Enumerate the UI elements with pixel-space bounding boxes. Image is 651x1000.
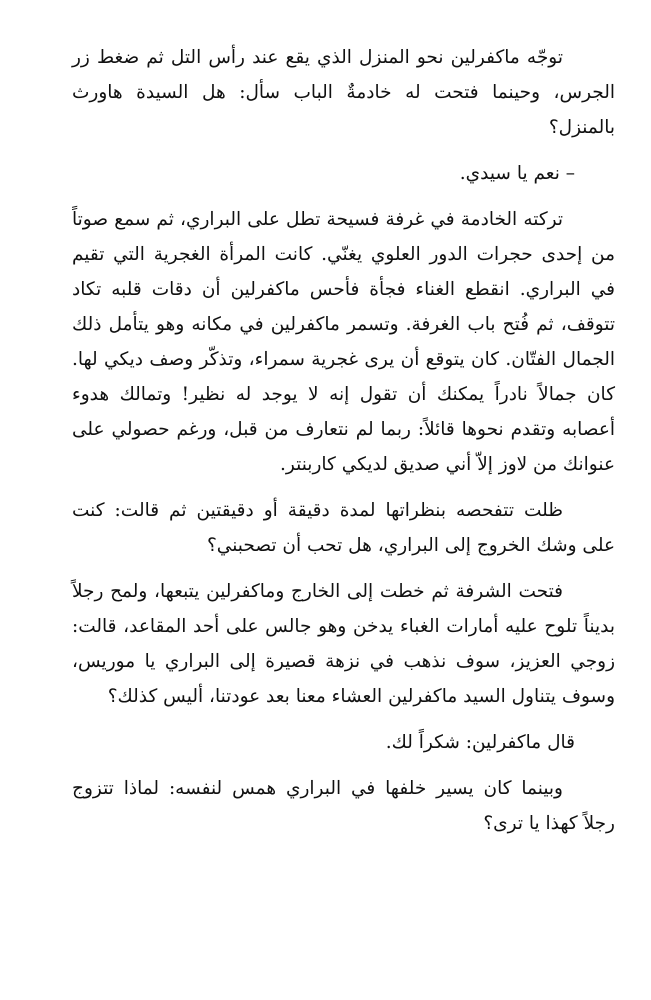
paragraph-invitation: ظلت تتفحصه بنظراتها لمدة دقيقة أو دقيقتين ثم قالت: كنت على وشك الخروج إلى البراري، هل تحب أن تصحبني؟ bbox=[72, 500, 615, 556]
paragraph-arrival: توجّه ماكفرلين نحو المنزل الذي يقع عند رأس التل ثم ضغط زر الجرس، وحينما فتحت له خادمةٌ الباب سأل: هل السيدة هاورث بالمنزل؟ bbox=[72, 47, 615, 138]
book-page bbox=[72, 40, 615, 852]
paragraph-gypsy-woman: تركته الخادمة في غرفة فسيحة تطل على البراري، ثم سمع صوتاً من إحدى حجرات الدور العلوي يغنّي. كانت المرأة الغجرية التي تقيم في البراري. انقطع الغناء فجأة فأحس ماكفرلين أن دقات قلبه تكاد تتوقف، ثم فُتح باب الغرفة. وتسمر ماكفرلين في مكانه وهو يتأمل ذلك الجمال الفتّان. كان يتوقع أن يرى غجرية سمراء، وتذكّر وصف ديكي لها. كان جمالاً نادراً يمكنك أن تقول إنه لا يوجد له نظير! وتمالك هدوء أعصابه وتقدم نحوها قائلاً: ربما لم نتعارف من قبل، ورغم حصولي على عنوانك من لاوز إلاّ أني صديق لديكي كاربنتر. bbox=[72, 209, 615, 475]
paragraph-thanks: قال ماكفرلين: شكراً لك. bbox=[385, 732, 575, 753]
paragraph-maid-reply: – نعم يا سيدي. bbox=[459, 163, 575, 184]
paragraph-whisper: وبينما كان يسير خلفها في البراري همس لنفسه: لماذا تتزوج رجلاً كهذا يا ترى؟ bbox=[72, 778, 615, 834]
paragraph-balcony: فتحت الشرفة ثم خطت إلى الخارج وماكفرلين يتبعها، ولمح رجلاً بديناً تلوح عليه أمارات الغباء يدخن وهو جالس على أحد المقاعد، قالت: زوجي العزيز، سوف نذهب في نزهة قصيرة إلى البراري يا موريس، وسوف يتناول السيد ماكفرلين العشاء معنا بعد عودتنا، أليس كذلك؟ bbox=[72, 581, 615, 707]
